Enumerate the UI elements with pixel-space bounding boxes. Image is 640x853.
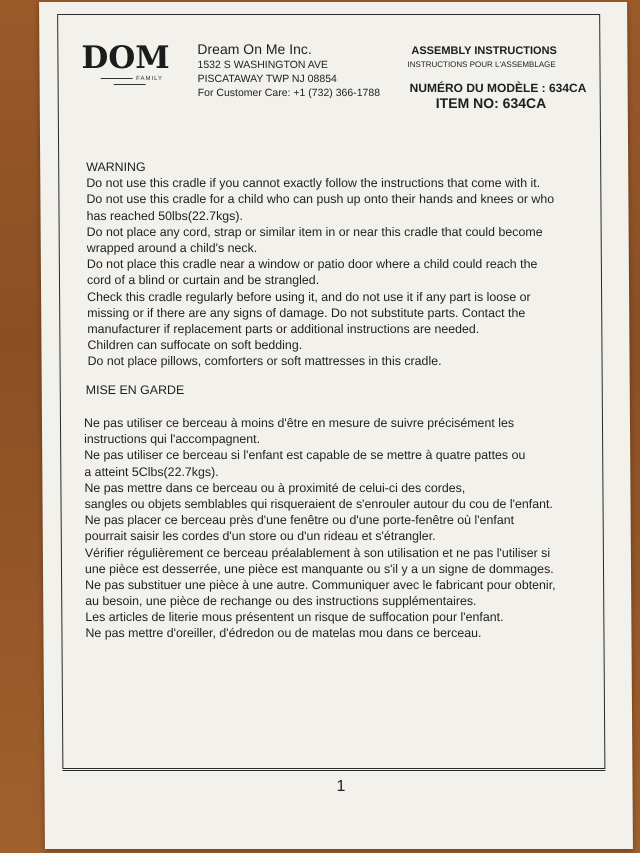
warning-line: Do not place any cord, strap or similar item in or near this cradle that could become xyxy=(86,224,543,239)
logo-text: DOM xyxy=(81,40,170,76)
mise-en-garde-line: Ne pas mettre dans ce berceau ou à proximité de celui-ci des cordes, xyxy=(84,480,466,495)
dom-logo xyxy=(79,38,185,88)
customer-care: For Customer Care: +1 (732) 366-1788 xyxy=(197,87,381,99)
mise-en-garde-section xyxy=(84,415,556,642)
company-info xyxy=(197,40,380,100)
warning-line: cord of a blind or curtain and be strangled. xyxy=(86,273,320,288)
mise-en-garde-line: instructions qui l'accompagnent. xyxy=(84,432,261,447)
mise-en-garde-line: au besoin, une pièce de rechange ou des instructions supplémentaires. xyxy=(85,594,477,609)
warning-line: Children can suffocate on soft bedding. xyxy=(87,338,303,353)
mise-en-garde-line: Vérifier régulièrement ce berceau préalablement à son utilisation et ne pas l'utiliser si xyxy=(84,545,551,560)
warning-line: missing or if there are any signs of damage. Do not substitute parts. Contact the xyxy=(87,305,526,320)
warning-heading: WARNING xyxy=(86,160,146,174)
assembly-title-en: ASSEMBLY INSTRUCTIONS xyxy=(411,45,557,57)
logo-subtitle: FAMILY xyxy=(80,76,180,88)
company-name: Dream On Me Inc. xyxy=(197,41,312,57)
mise-en-garde-line: Ne pas utiliser ce berceau à moins d'être en mesure de suivre précisément les xyxy=(83,416,515,430)
assembly-title xyxy=(407,44,557,71)
warning-line: manufacturer if replacement parts or additional instructions are needed. xyxy=(87,321,480,336)
mise-en-garde-line: Les articles de literie mous présentent un risque de suffocation pour l'enfant. xyxy=(85,610,504,625)
warning-line: Do not use this cradle for a child who can push up onto their hands and knees or who xyxy=(86,192,555,207)
assembly-title-fr: INSTRUCTIONS POUR L'ASSEMBLAGE xyxy=(407,60,556,69)
warning-line: Do not place this cradle near a window or patio door where a child could reach the xyxy=(86,257,538,272)
mise-en-garde-line: a atteint 5Clbs(22.7kgs). xyxy=(84,464,219,479)
mise-en-garde-line: Ne pas placer ce berceau près d'une fenêtre ou d'une porte-fenêtre où l'enfant xyxy=(84,513,515,528)
mise-en-garde-line: Ne pas utiliser ce berceau si l'enfant est capable de se mettre à quatre pattes ou xyxy=(84,448,526,463)
warning-line: wrapped around a child's neck. xyxy=(86,240,258,255)
page-number: 1 xyxy=(336,778,346,795)
address-line-2: PISCATAWAY TWP NJ 08854 xyxy=(197,73,337,85)
mise-en-garde-line: Ne pas mettre d'oreiller, d'édredon ou de matelas mou dans ce berceau. xyxy=(85,626,482,641)
warning-line: Do not use this cradle if you cannot exactly follow the instructions that come with it. xyxy=(86,176,541,191)
instruction-sheet xyxy=(39,2,633,849)
mise-en-garde-line: Ne pas substituer une pièce à une autre. Communiquer avec le fabricant pour obtenir, xyxy=(85,577,556,592)
mise-en-garde-line: sangles ou objets semblables qui risqueraient de s'enrouler autour du cou de l'enfant. xyxy=(84,496,553,511)
model-number-fr: NUMÉRO DU MODÈLE : 634CA xyxy=(409,81,587,95)
warning-line: has reached 50lbs(22.7kgs). xyxy=(86,208,243,223)
address-line-1: 1532 S WASHINGTON AVE xyxy=(197,59,329,71)
warning-line: Check this cradle regularly before using it, and do not use it if any part is loose or xyxy=(87,289,531,304)
warning-line: Do not place pillows, comforters or soft mattresses in this cradle. xyxy=(87,354,442,369)
item-number: ITEM NO: 634CA xyxy=(435,95,547,111)
mise-en-garde-line: pourrait saisir les cordes d'un store ou d'un rideau et s'étrangler. xyxy=(84,529,436,544)
footer-divider xyxy=(62,770,605,771)
mise-en-garde-line: une pièce est desserrée, une pièce est manquante ou s'il y a un signe de dommages. xyxy=(84,561,554,576)
mise-en-garde-heading: MISE EN GARDE xyxy=(85,383,185,397)
warning-section xyxy=(86,159,555,369)
